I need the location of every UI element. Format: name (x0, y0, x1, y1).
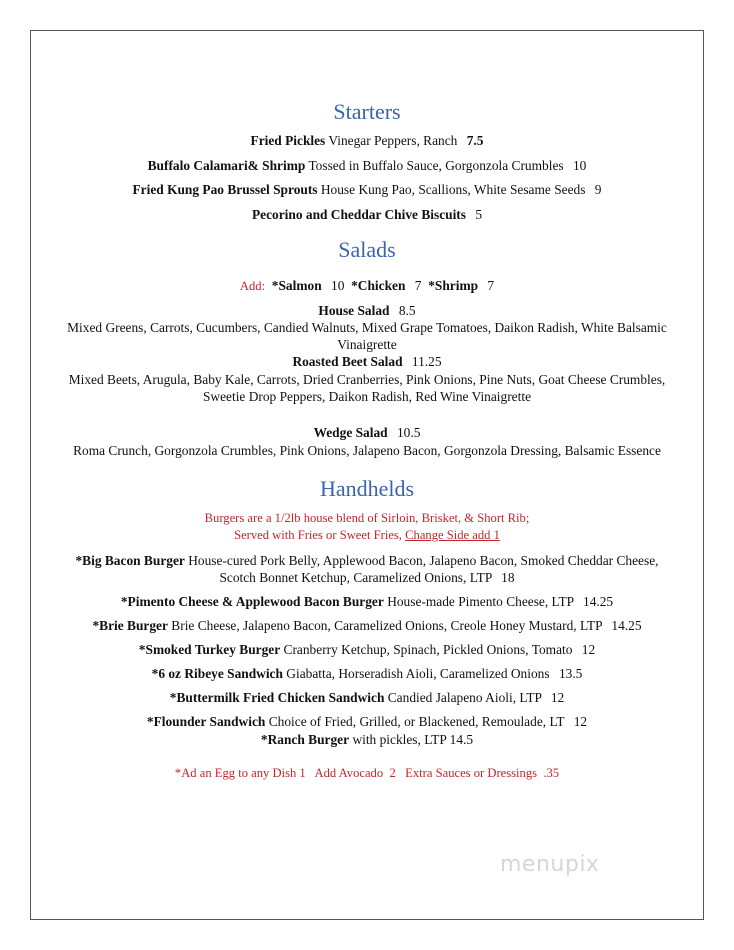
item-desc: Tossed in Buffalo Sauce, Gorgonzola Crumbles (308, 158, 564, 173)
item-desc: Giabatta, Horseradish Aioli, Caramelized Onions (286, 666, 550, 681)
menu-item (0, 157, 734, 174)
menu-item (0, 617, 734, 634)
salad-title-line (0, 353, 734, 370)
item-name: House Salad (318, 303, 390, 318)
side-note-text: Served with Fries or Sweet Fries, (234, 528, 402, 542)
item-name: *6 oz Ribeye Sandwich (151, 666, 283, 681)
item-desc: Mixed Beets, Arugula, Baby Kale, Carrots, Dried Cranberries, Pink Onions, Pine Nuts, Goat Cheese Crumbles, Sweetie Drop Peppers, Daikon Radish, Red Wine Vinaigrette (68, 372, 666, 404)
item-price: 8.5 (398, 303, 416, 318)
addon-price: 7 (414, 278, 422, 293)
item-desc: House-cured Pork Belly, Applewood Bacon, Jalapeno Bacon, Smoked Cheddar Cheese, (188, 553, 659, 568)
item-price: 10 (572, 158, 587, 173)
item-price: 11.25 (411, 354, 442, 369)
item-price: 7.5 (466, 133, 484, 148)
item-name: Fried Pickles (250, 133, 326, 148)
item-name: *Big Bacon Burger (75, 553, 185, 568)
salad-addons (0, 277, 734, 295)
menupix-watermark: menupix (500, 852, 600, 877)
item-name: *Smoked Turkey Burger (138, 642, 281, 657)
item-name: *Pimento Cheese & Applewood Bacon Burger (120, 594, 384, 609)
addon-name: *Salmon (271, 278, 322, 293)
addon-name: *Shrimp (428, 278, 479, 293)
extras-line: *Ad an Egg to any Dish 1 Add Avocado 2 Extra Sauces or Dressings .35 (174, 766, 560, 780)
addon-price: 10 (331, 278, 345, 293)
item-name: *Flounder Sandwich (146, 714, 266, 729)
menu-item (0, 552, 734, 569)
item-desc: Mixed Greens, Carrots, Cucumbers, Candied Walnuts, Mixed Grape Tomatoes, Daikon Radish, White Balsamic Vinaigrette (67, 320, 667, 352)
item-price: 18 (501, 570, 515, 585)
item-desc: Candied Jalapeno Aioli, LTP (387, 690, 542, 705)
item-price: 14.25 (611, 618, 642, 633)
menu-item (0, 731, 734, 748)
item-name: Roasted Beet Salad (292, 354, 403, 369)
item-price: 13.5 (558, 666, 583, 681)
item-price: 12 (550, 690, 565, 705)
addon-label: Add: (239, 279, 266, 293)
menu-item-cont (0, 569, 734, 586)
handhelds-heading: Handhelds (319, 476, 415, 501)
menu-item (0, 181, 734, 198)
item-desc: Choice of Fried, Grilled, or Blackened, Remoulade, LT (268, 714, 565, 729)
item-desc: Roma Crunch, Gorgonzola Crumbles, Pink Onions, Jalapeno Bacon, Gorgonzola Dressing, Balsamic Essence (73, 443, 661, 458)
menu-item (0, 665, 734, 682)
item-price: 14.25 (583, 594, 614, 609)
item-desc: Scotch Bonnet Ketchup, Caramelized Onions, LTP (219, 570, 492, 585)
item-name: Buffalo Calamari& Shrimp (147, 158, 306, 173)
menu-item (0, 641, 734, 658)
menu-item (0, 132, 734, 149)
addon-name: *Chicken (351, 278, 406, 293)
item-desc: House-made Pimento Cheese, LTP (387, 594, 574, 609)
item-desc: House Kung Pao, Scallions, White Sesame Seeds (320, 182, 586, 197)
item-name: *Ranch Burger (260, 732, 350, 747)
change-side-note: Change Side add 1 (405, 528, 500, 542)
item-name: Pecorino and Cheddar Chive Biscuits (251, 207, 466, 222)
item-desc: Vinegar Peppers, Ranch (328, 133, 458, 148)
salad-title-line (0, 424, 734, 441)
item-name: Wedge Salad (313, 425, 388, 440)
item-desc: with pickles, LTP 14.5 (352, 732, 474, 747)
item-price: 12 (573, 714, 588, 729)
burger-side-note (0, 527, 734, 544)
starters-heading: Starters (333, 99, 401, 124)
item-name: Fried Kung Pao Brussel Sprouts (132, 182, 318, 197)
item-price: 9 (594, 182, 602, 197)
item-desc: Cranberry Ketchup, Spinach, Pickled Onions, Tomato (283, 642, 573, 657)
item-price: 10.5 (396, 425, 421, 440)
item-name: *Buttermilk Fried Chicken Sandwich (169, 690, 385, 705)
salad-title-line (0, 302, 734, 319)
menu-item (0, 713, 734, 730)
item-name: *Brie Burger (92, 618, 168, 633)
menu-item (0, 593, 734, 610)
menu-item (0, 206, 734, 223)
item-desc: Brie Cheese, Jalapeno Bacon, Caramelized Onions, Creole Honey Mustard, LTP (171, 618, 603, 633)
addon-price: 7 (487, 278, 495, 293)
salads-heading: Salads (338, 237, 396, 262)
item-price: 5 (475, 207, 483, 222)
item-price: 12 (581, 642, 596, 657)
menu-item (0, 689, 734, 706)
burger-note: Burgers are a 1/2lb house blend of Sirloin, Brisket, & Short Rib; (204, 511, 530, 525)
